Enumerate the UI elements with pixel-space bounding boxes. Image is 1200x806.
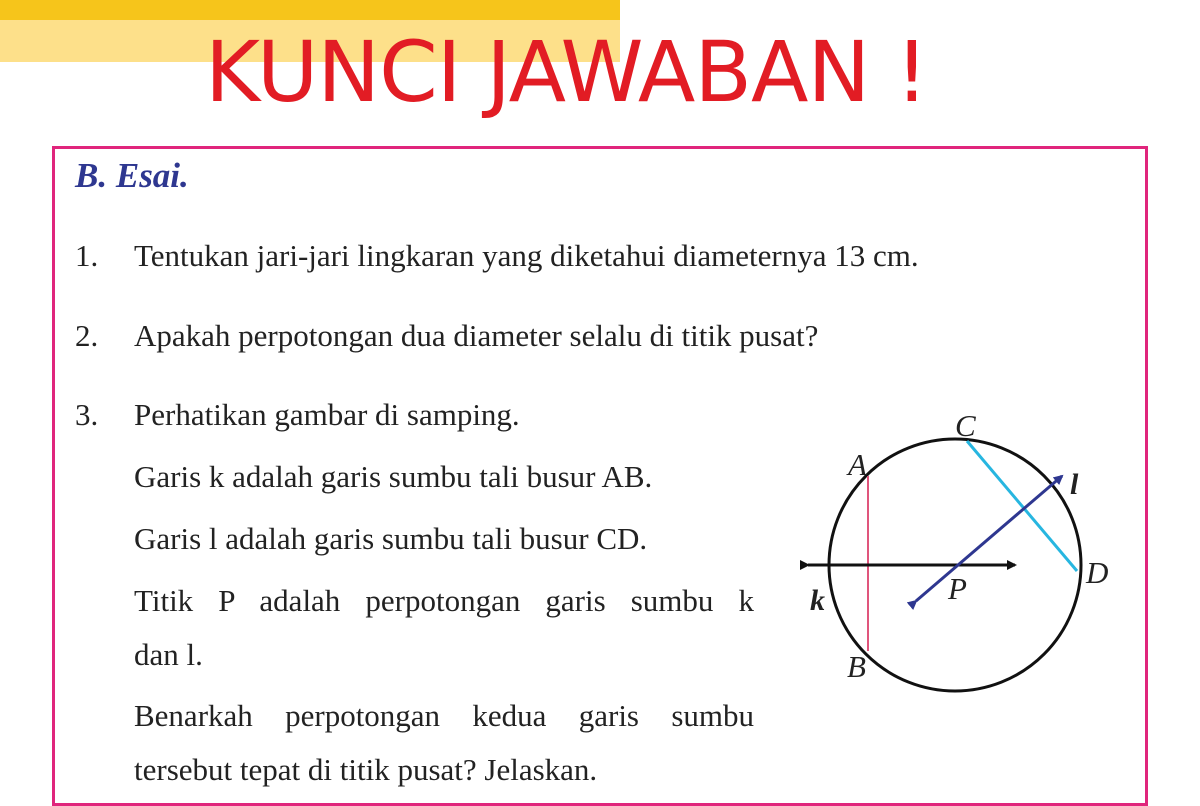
banner-stripe-top — [0, 0, 620, 20]
label-a: A — [848, 447, 867, 482]
label-k: k — [810, 584, 825, 617]
chord-cd — [967, 441, 1077, 571]
label-p: P — [948, 571, 967, 606]
label-b: B — [847, 649, 866, 684]
question-1-text: Tentukan jari-jari lingkaran yang diketahui diameternya 13 cm. — [134, 238, 919, 273]
question-3-line-6: tersebut tepat di titik pusat? Jelaskan. — [134, 752, 598, 787]
headline: KUNCI JAWABAN ! — [205, 23, 928, 121]
section-title: B. Esai. — [75, 156, 189, 195]
question-3-text: Perhatikan gambar di samping. — [134, 397, 520, 432]
question-2-number: 2. — [75, 318, 99, 353]
circle-figure — [790, 405, 1130, 705]
line-l — [916, 476, 1062, 601]
question-3-line-1: Garis k adalah garis sumbu tali busur AB. — [134, 459, 653, 494]
question-3-line-3: Titik P adalah perpotongan garis sumbu k — [134, 583, 754, 618]
label-c: C — [955, 408, 976, 443]
question-3-line-4: dan l. — [134, 637, 203, 672]
label-d: D — [1086, 555, 1109, 590]
question-2-text: Apakah perpotongan dua diameter selalu di titik pusat? — [134, 318, 819, 353]
question-3-number: 3. — [75, 397, 99, 432]
question-3-line-2: Garis l adalah garis sumbu tali busur CD. — [134, 521, 648, 556]
question-3-line-5: Benarkah perpotongan kedua garis sumbu — [134, 698, 754, 733]
question-1-number: 1. — [75, 238, 99, 273]
label-l: l — [1070, 468, 1079, 501]
